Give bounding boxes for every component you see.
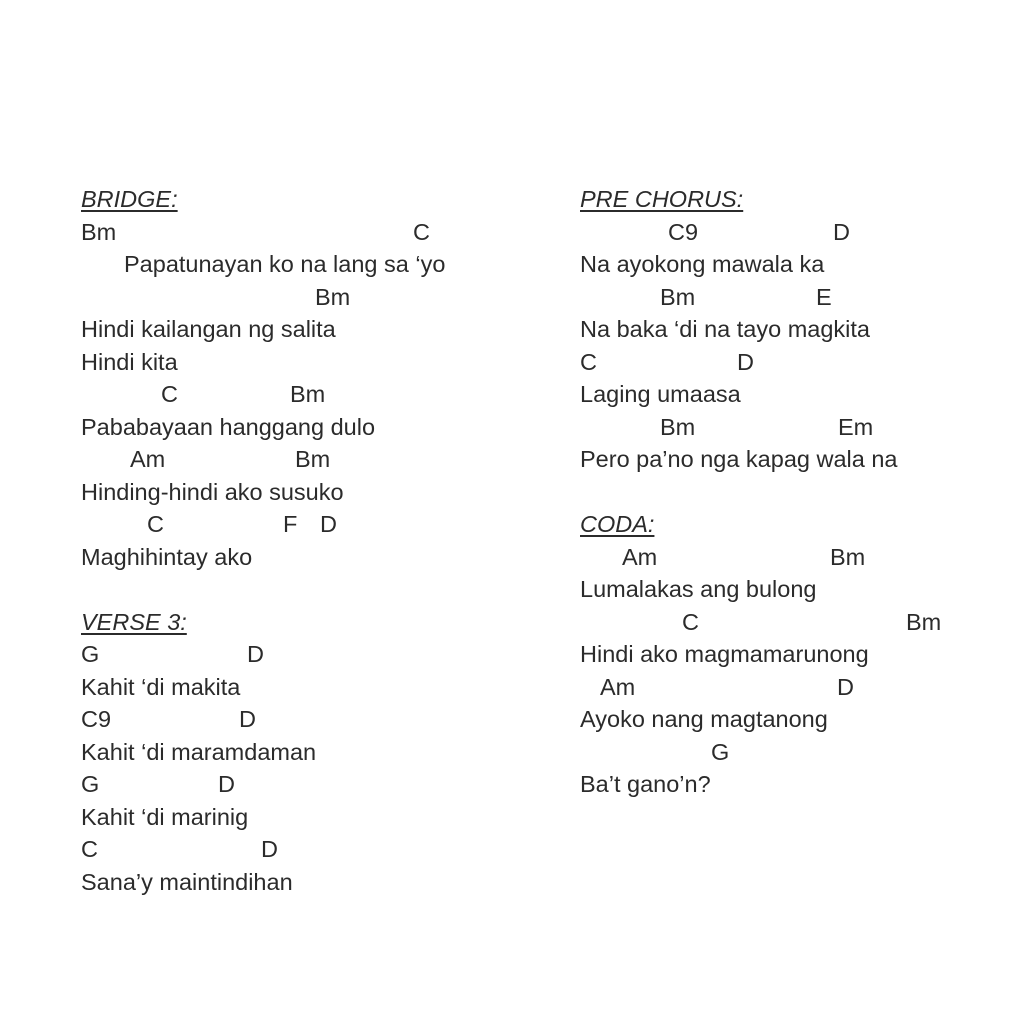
chord: D [320,511,337,537]
chord: C [682,608,699,635]
chord-line [580,671,1020,704]
section-heading-coda: CODA: [580,511,655,537]
chord: Am [600,673,636,700]
lyric-line: Hindi ako magmamarunong [580,641,869,667]
chord-line [580,411,1020,444]
lyric-line: Hinding-hindi ako susuko [81,478,344,505]
lyric-line: Kahit ‘di marinig [81,803,249,830]
lyric-line: Kahit ‘di maramdaman [81,738,317,765]
chord-line [81,378,541,411]
chord-line [580,606,1020,639]
lyric-line: Pero pa’no nga kapag wala na [580,446,898,472]
lyric-line: Papatunayan ko na lang sa ‘yo [124,251,446,277]
chord: Am [622,543,658,570]
chord: G [711,738,730,765]
chord-line [81,281,541,314]
chord: D [218,771,235,797]
chord: Bm [830,543,866,570]
chord: D [261,836,278,862]
chord: Bm [290,381,326,407]
chord: C [161,381,178,407]
lyric-line: Na baka ‘di na tayo magkita [580,316,870,342]
chord: E [816,283,832,310]
chord-line [580,281,1020,314]
chord-line [580,736,1020,769]
chord-line [580,216,1020,249]
chord: G [81,641,100,667]
lyric-line: Sana’y maintindihan [81,868,293,895]
spacer [580,476,1020,509]
chord: C9 [81,706,112,732]
chord-line [81,833,541,866]
chord: D [239,706,256,732]
chord-line [81,768,541,801]
lyric-line: Hindi kailangan ng salita [81,316,336,342]
chord: Bm [660,413,696,440]
lyric-line: Ba’t gano’n? [580,771,711,797]
chord-line [81,508,541,541]
lyric-line: Laging umaasa [580,381,741,407]
chord: C [81,836,98,862]
right-column [580,183,1020,801]
lyric-line: Hindi kita [81,348,178,375]
chord: D [837,673,854,700]
chord-line [81,216,541,249]
chord: D [833,218,850,245]
chord: C [580,348,597,375]
chord: D [247,641,264,667]
chord: G [81,771,100,797]
lyric-line: Pababayaan hanggang dulo [81,413,376,440]
chord: F [283,511,298,537]
chord: Bm [295,446,331,472]
chord-line [580,541,1020,574]
chord-line [580,346,1020,379]
chord: D [737,348,754,375]
section-heading-bridge: BRIDGE: [81,186,178,212]
section-heading-pre-chorus: PRE CHORUS: [580,186,744,212]
lyric-line: Na ayokong mawala ka [580,251,825,277]
chord-line [81,638,541,671]
chord-line [81,703,541,736]
lyric-line: Ayoko nang magtanong [580,706,828,732]
chord: Bm [315,283,351,310]
lyric-line: Kahit ‘di makita [81,673,241,700]
chord: Bm [660,283,696,310]
lyric-line: Lumalakas ang bulong [580,576,817,602]
left-column [81,183,541,898]
chord: C [147,511,164,537]
chord: Bm [81,218,117,245]
lyric-line: Maghihintay ako [81,543,253,570]
chord-line [81,443,541,476]
spacer [81,573,541,606]
chord: Am [130,446,166,472]
chord: C [413,218,430,245]
chord: Em [838,413,874,440]
chord: C9 [668,218,699,245]
chord: Bm [906,608,942,635]
section-heading-verse-3: VERSE 3: [81,608,187,635]
